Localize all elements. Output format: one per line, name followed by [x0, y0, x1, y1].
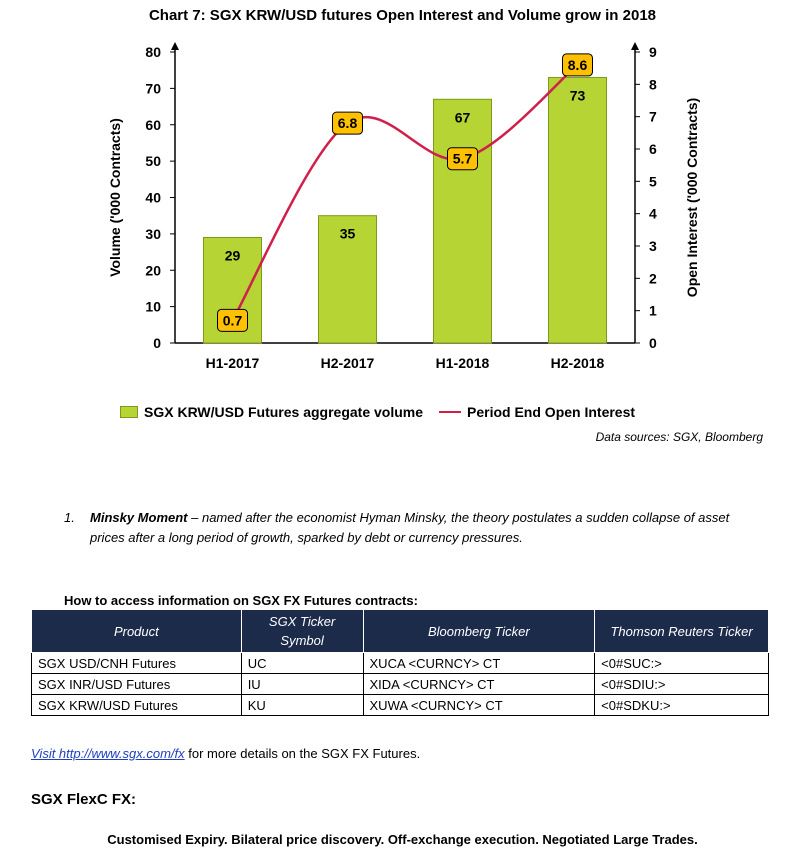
cell-product: SGX KRW/USD Futures [32, 695, 242, 716]
header-thomson-ticker: Thomson Reuters Ticker [595, 610, 769, 653]
line-value-label: 5.7 [452, 150, 473, 167]
y2-tick-label: 3 [649, 238, 657, 254]
table-row [32, 674, 769, 695]
cell-thomson-ticker: <0#SDIU:> [595, 674, 769, 695]
cell-bloomberg-ticker: XUWA <CURNCY> CT [363, 695, 595, 716]
visit-rest: for more details on the SGX FX Futures. [184, 746, 421, 761]
y-tick-label: 10 [145, 298, 161, 315]
footnote-number: 1. [64, 510, 75, 525]
header-bloomberg-ticker: Bloomberg Ticker [363, 610, 595, 653]
bar [434, 99, 492, 343]
cell-sgx-ticker: UC [241, 653, 363, 674]
y-tick-label: 50 [145, 153, 161, 170]
header-sgx-ticker: SGX Ticker Symbol [241, 610, 363, 653]
header-product: Product [32, 610, 242, 653]
y-tick-label: 70 [145, 80, 161, 97]
sgx-fx-link[interactable]: Visit http://www.sgx.com/fx [31, 746, 185, 761]
footnote-text [90, 508, 764, 548]
legend-line-swatch [439, 411, 461, 413]
y-axis-arrow [171, 42, 179, 50]
cell-product: SGX INR/USD Futures [32, 674, 242, 695]
y2-tick-label: 8 [649, 76, 657, 93]
line-value-label: 0.7 [222, 312, 243, 329]
y2-tick-label: 7 [649, 108, 657, 125]
line-value-label: 6.8 [337, 115, 358, 132]
y2-tick-label: 5 [649, 173, 657, 190]
bar-value-label: 67 [454, 109, 471, 126]
x-tick-label: H2-2018 [550, 355, 605, 371]
chart-title: Chart 7: SGX KRW/USD futures Open Interest and Volume grow in 2018 [148, 7, 657, 24]
cell-sgx-ticker: KU [241, 695, 363, 716]
open-interest-line [233, 65, 578, 320]
tagline: Customised Expiry. Bilateral price discovery. Off-exchange execution. Negotiated Large Trades. [107, 832, 698, 847]
line-value-label: 8.6 [567, 56, 588, 73]
legend-bar-swatch [120, 406, 138, 418]
y-tick-label: 60 [145, 116, 161, 133]
y2-tick-label: 4 [649, 205, 657, 222]
ticker-table [31, 609, 769, 716]
cell-product: SGX USD/CNH Futures [32, 653, 242, 674]
y2-tick-label: 0 [649, 335, 657, 351]
table-header-row [32, 610, 769, 653]
y-tick-label: 20 [145, 262, 161, 279]
data-source: Data sources: SGX, Bloomberg [595, 430, 763, 444]
y2-axis-arrow [631, 42, 639, 50]
cell-bloomberg-ticker: XIDA <CURNCY> CT [363, 674, 595, 695]
y2-tick-label: 1 [649, 302, 657, 319]
legend-bar-label: SGX KRW/USD Futures aggregate volume [144, 404, 424, 420]
bar-value-label: 29 [224, 247, 241, 264]
cell-thomson-ticker: <0#SUC:> [595, 653, 769, 674]
visit-line [31, 746, 420, 761]
section-title: SGX FlexC FX: [31, 791, 137, 808]
bar [549, 77, 607, 343]
chart-legend [120, 404, 635, 420]
footnote [64, 508, 764, 548]
bar-value-label: 35 [339, 225, 356, 242]
bar-value-label: 73 [569, 87, 586, 104]
x-tick-label: H2-2017 [320, 355, 375, 371]
y2-tick-label: 2 [649, 270, 657, 287]
y-tick-label: 80 [145, 44, 161, 60]
y2-axis-label: Open Interest ('000 Contracts) [684, 97, 700, 298]
y2-tick-label: 9 [649, 44, 657, 60]
x-tick-label: H1-2018 [435, 355, 490, 371]
y-tick-label: 30 [145, 225, 161, 242]
table-row [32, 653, 769, 674]
x-tick-label: H1-2017 [205, 355, 260, 371]
legend-line-label: Period End Open Interest [467, 404, 636, 420]
table-row [32, 695, 769, 716]
y-axis-label: Volume ('000 Contracts) [107, 118, 123, 277]
cell-sgx-ticker: IU [241, 674, 363, 695]
y2-tick-label: 6 [649, 141, 657, 157]
table-title: How to access information on SGX FX Futures contracts: [64, 593, 418, 608]
y-tick-label: 40 [145, 189, 161, 206]
combo-chart [0, 0, 805, 400]
y-tick-label: 0 [153, 335, 161, 351]
footnote-body: – named after the economist Hyman Minsky, the theory postulates a sudden collapse of asset prices after a long period of growth, sparked by debt or currency pressures. [90, 510, 730, 545]
cell-bloomberg-ticker: XUCA <CURNCY> CT [363, 653, 595, 674]
footnote-term: Minsky Moment [90, 510, 188, 525]
cell-thomson-ticker: <0#SDKU:> [595, 695, 769, 716]
